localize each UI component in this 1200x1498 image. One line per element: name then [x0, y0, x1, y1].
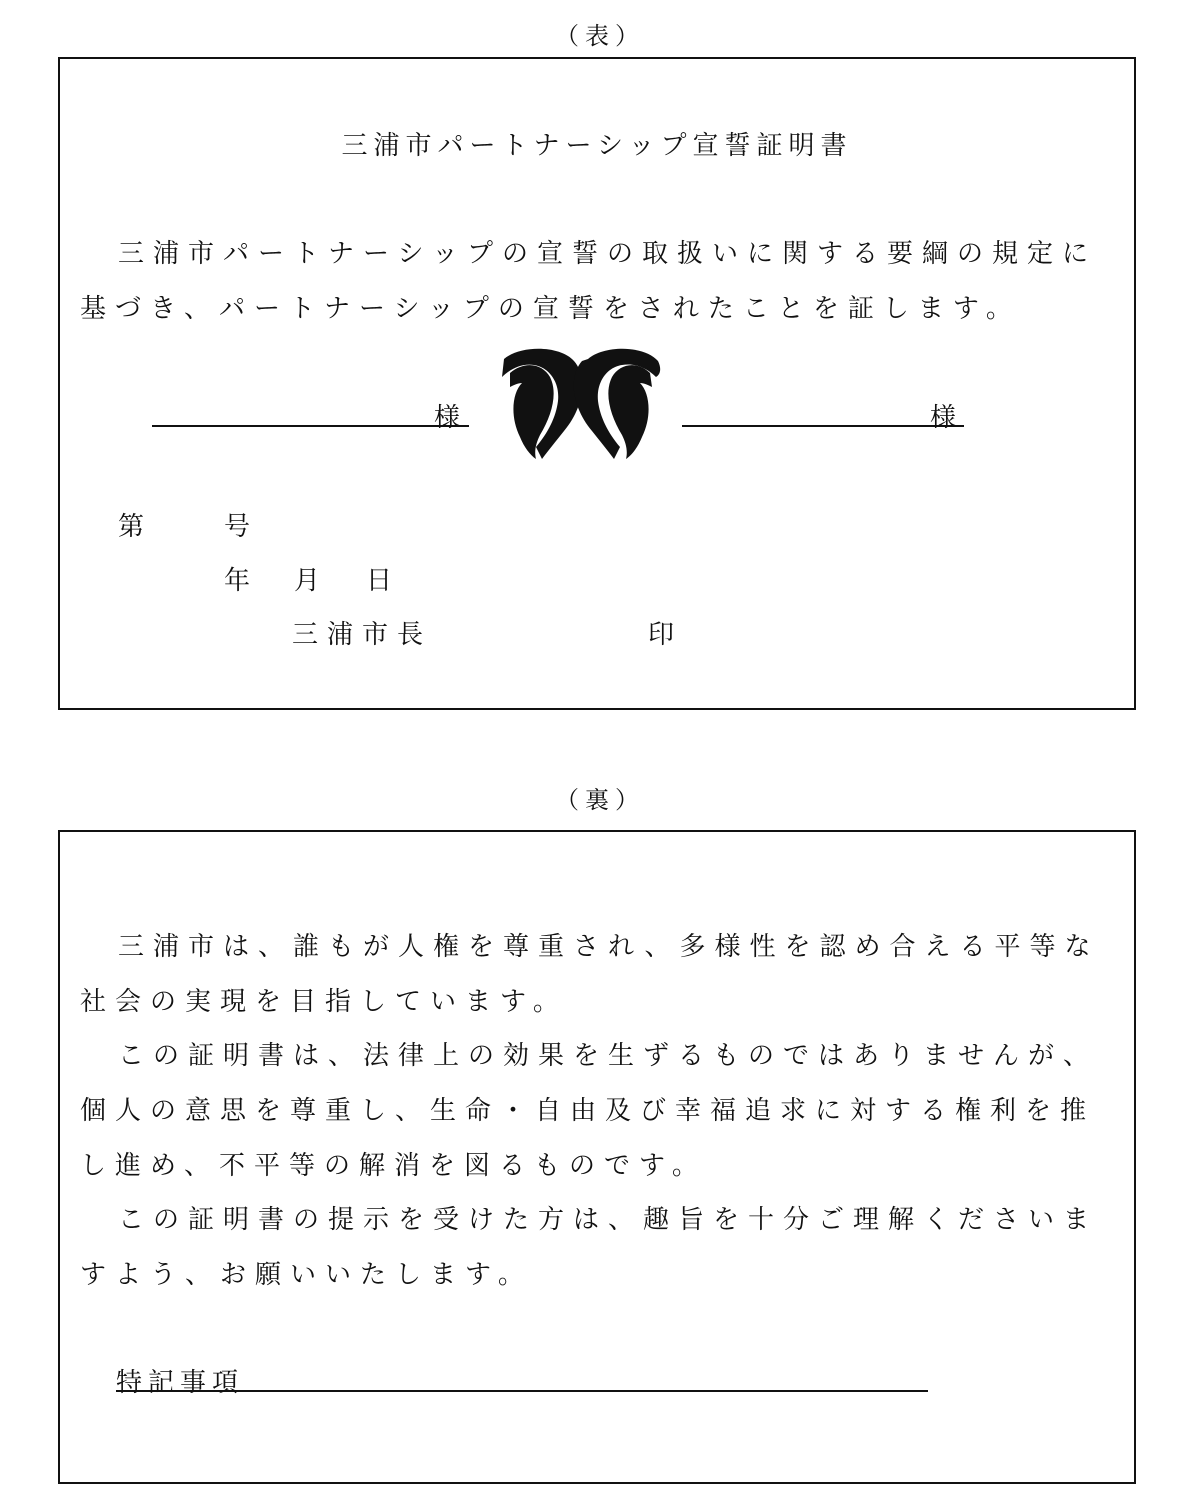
number-suffix: 号 — [224, 512, 251, 542]
back-para1-line-1: 三浦市は、誰もが人権を尊重され、多様性を認め合える平等な — [118, 932, 1100, 962]
back-side-label: （裏） — [555, 786, 645, 814]
back-para1-line-2: 社会の実現を目指しています。 — [80, 987, 568, 1017]
miura-city-emblem-icon — [500, 347, 662, 463]
special-notes-line — [116, 1390, 928, 1392]
back-para2-line-3: し進め、不平等の解消を図るものです。 — [80, 1151, 707, 1181]
back-para3-line-2: すよう、お願いいたします。 — [80, 1260, 533, 1290]
certificate-front — [58, 57, 1136, 710]
front-side-label: （表） — [555, 22, 645, 50]
date-day: 日 — [366, 566, 393, 596]
front-body-line-2: 基づき、パートナーシップの宣誓をされたことを証します。 — [80, 294, 1021, 324]
mayor-label: 三浦市長 — [292, 620, 433, 650]
seal-label: 印 — [648, 620, 675, 650]
certificate-title: 三浦市パートナーシップ宣誓証明書 — [341, 131, 853, 161]
name-suffix-left: 様 — [434, 403, 461, 433]
name-suffix-right: 様 — [930, 403, 957, 433]
front-body-line-1: 三浦市パートナーシップの宣誓の取扱いに関する要綱の規定に — [118, 239, 1097, 269]
partner-name-line-left — [152, 425, 469, 427]
partner-name-line-right — [682, 425, 964, 427]
back-para2-line-1: この証明書は、法律上の効果を生ずるものではありませんが、 — [118, 1041, 1099, 1071]
back-para3-line-1: この証明書の提示を受けた方は、趣旨を十分ご理解くださいま — [118, 1205, 1099, 1235]
date-month: 月 — [294, 566, 321, 596]
date-year: 年 — [224, 566, 251, 596]
certificate-back — [58, 830, 1136, 1484]
special-notes-label: 特記事項 — [116, 1368, 245, 1398]
back-para2-line-2: 個人の意思を尊重し、生命・自由及び幸福追求に対する権利を推 — [80, 1096, 1096, 1126]
number-prefix: 第 — [118, 512, 145, 542]
